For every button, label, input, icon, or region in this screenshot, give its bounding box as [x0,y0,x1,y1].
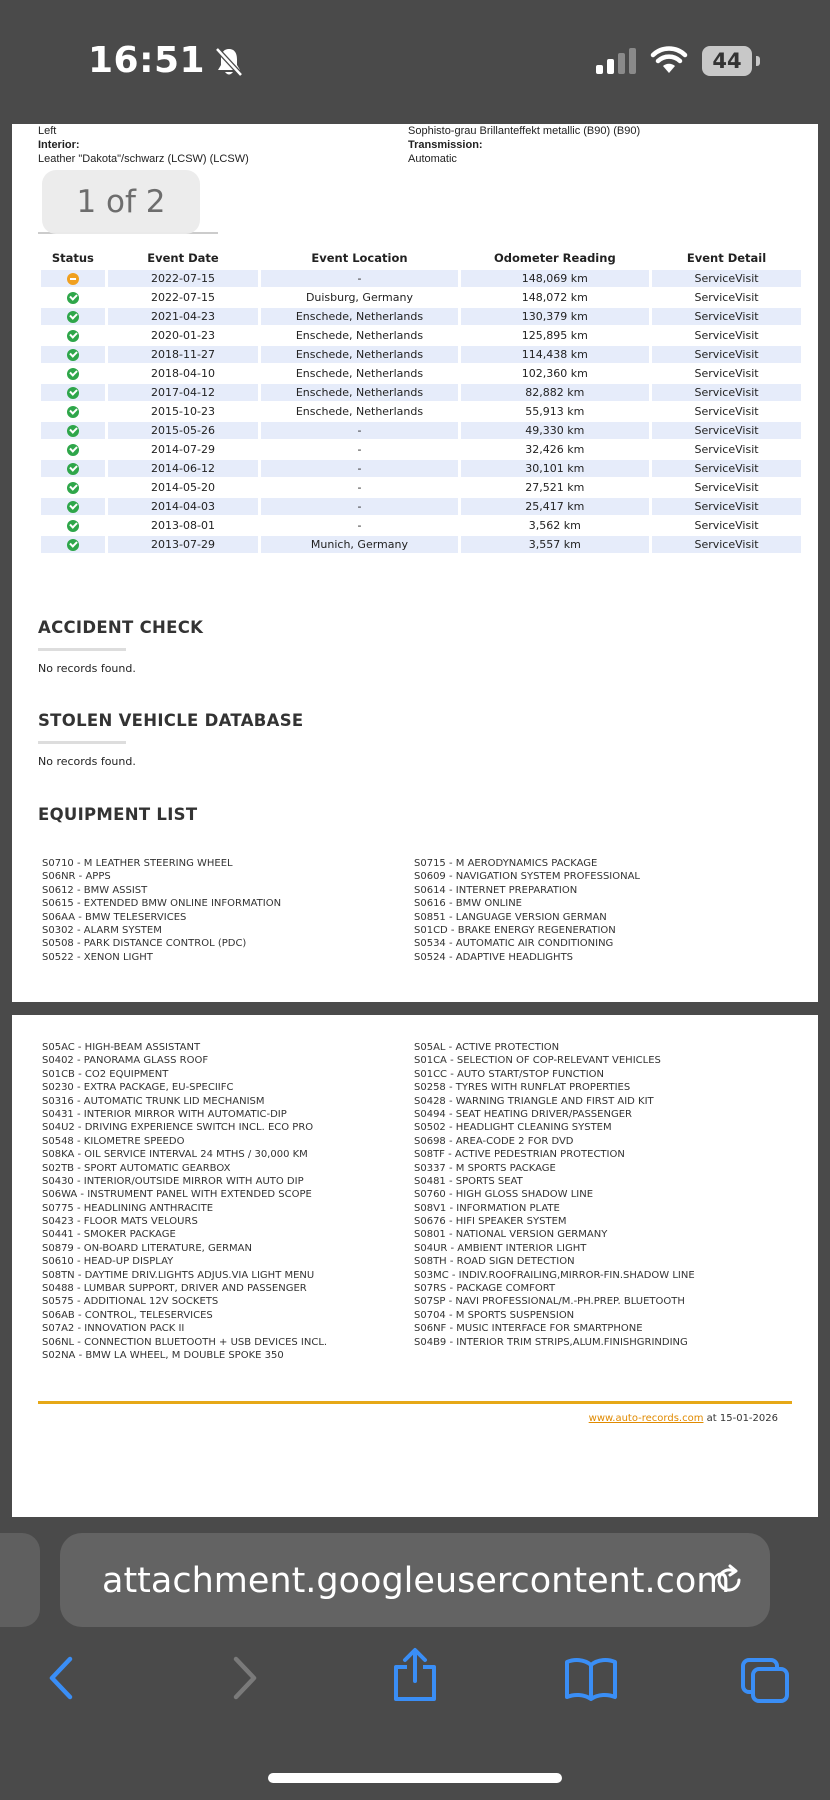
check-circle-icon [67,292,79,304]
detail-cell: ServiceVisit [652,498,801,515]
odometer-cell: 49,330 km [461,422,649,439]
status-cell [41,384,105,401]
detail-cell: ServiceVisit [694,481,759,494]
table-row [41,441,801,458]
equipment-list-left [42,857,281,964]
list-item: S0609 - NAVIGATION SYSTEM PROFESSIONAL [414,871,641,883]
odometer-cell: 130,379 km [461,308,649,325]
table-row [41,422,801,439]
list-item: S06AA - BMW TELESERVICES [42,911,187,923]
list-item: S0316 - AUTOMATIC TRUNK LID MECHANISM [42,1095,265,1107]
status-cell [41,498,105,515]
odometer-cell: 3,557 km [461,536,649,553]
date-cell: 2014-06-12 [108,460,259,477]
status-cell [41,327,105,344]
list-item: S0502 - HEADLIGHT CLEANING SYSTEM [414,1122,612,1134]
warning-circle-icon [67,273,79,285]
date-cell: 2022-07-15 [108,270,259,287]
equipment-list-left-continued [42,1041,327,1362]
check-circle-icon [67,368,79,380]
list-item: S06WA - INSTRUMENT PANEL WITH EXTENDED SCOPE [42,1189,312,1201]
date-cell: 2021-04-23 [108,308,259,325]
stolen-vehicle-rule [38,741,126,744]
location-cell: - [261,422,457,439]
date-cell: 2014-05-20 [151,481,215,494]
odometer-cell: 55,913 km [525,405,585,418]
odometer-cell: 25,417 km [461,498,649,515]
table-row [41,460,801,477]
battery-icon: 44 [702,46,752,76]
list-item: S02TB - SPORT AUTOMATIC GEARBOX [42,1162,231,1174]
forward-icon[interactable] [228,1655,260,1701]
list-item: S01CB - CO2 EQUIPMENT [42,1068,169,1080]
date-cell: 2014-07-29 [151,443,215,456]
date-cell: 2014-04-03 [108,498,259,515]
list-item: S0801 - NATIONAL VERSION GERMANY [414,1229,608,1241]
date-cell: 2022-07-15 [151,291,215,304]
check-circle-icon [67,501,79,513]
list-item: S0575 - ADDITIONAL 12V SOCKETS [42,1296,219,1308]
date-cell: 2017-04-12 [108,384,259,401]
list-item: S03MC - INDIV.ROOFRAILING,MIRROR-FIN.SHADOW LINE [414,1269,695,1281]
detail-cell: ServiceVisit [694,367,759,380]
detail-cell: ServiceVisit [694,443,759,456]
list-item: S08KA - OIL SERVICE INTERVAL 24 MTHS / 30,000 KM [42,1149,308,1161]
status-cell [41,365,105,382]
list-item: S04UR - AMBIENT INTERIOR LIGHT [414,1242,587,1254]
check-circle-icon [67,444,79,456]
list-item: S0494 - SEAT HEATING DRIVER/PASSENGER [414,1108,632,1120]
list-item: S0534 - AUTOMATIC AIR CONDITIONING [414,938,614,950]
status-cell [41,308,105,325]
date-cell: 2018-04-10 [151,367,215,380]
list-item: S0760 - HIGH GLOSS SHADOW LINE [414,1189,594,1201]
status-cell [41,517,105,534]
url-text[interactable]: attachment.googleusercontent.com [102,1561,731,1601]
location-cell: Enschede, Netherlands [295,405,424,418]
history-table-body [41,270,801,553]
detail-cell: ServiceVisit [652,346,801,363]
date-cell: 2015-10-23 [151,405,215,418]
list-item: S0851 - LANGUAGE VERSION GERMAN [414,911,607,923]
status-cell [41,346,105,363]
location-cell: Enschede, Netherlands [295,329,424,342]
list-item: S0698 - AREA-CODE 2 FOR DVD [414,1135,574,1147]
equipment-list-title: EQUIPMENT LIST [38,805,198,824]
detail-cell: ServiceVisit [694,329,759,342]
status-cell [41,270,105,287]
list-item: S0302 - ALARM SYSTEM [42,924,162,936]
wifi-icon [650,46,688,74]
check-circle-icon [67,425,79,437]
status-cell [41,422,105,439]
list-item: S0337 - M SPORTS PACKAGE [414,1162,556,1174]
location-cell: - [357,481,362,494]
list-item: S0676 - HIFI SPEAKER SYSTEM [414,1216,567,1228]
check-circle-icon [67,520,79,532]
table-row [41,517,801,534]
location-cell: Duisburg, Germany [305,291,413,304]
list-item: S0430 - INTERIOR/OUTSIDE MIRROR WITH AUTO DIP [42,1175,304,1187]
date-cell: 2013-08-01 [151,519,215,532]
header-event-date: Event Date [147,251,219,265]
location-cell: - [261,270,457,287]
detail-cell: ServiceVisit [652,536,801,553]
list-item: S0423 - FLOOR MATS VELOURS [42,1216,198,1228]
footer [589,1413,778,1424]
list-item: S0704 - M SPORTS SUSPENSION [414,1309,575,1321]
list-item: S0610 - HEAD-UP DISPLAY [42,1256,174,1268]
list-item: S0258 - TYRES WITH RUNFLAT PROPERTIES [414,1082,631,1094]
list-item: S0441 - SMOKER PACKAGE [42,1229,176,1241]
list-item: S08TN - DAYTIME DRIV.LIGHTS ADJUS.VIA LIGHT MENU [42,1269,315,1281]
list-item: S01CC - AUTO START/STOP FUNCTION [414,1068,605,1080]
status-cell [41,479,105,496]
odometer-cell: 114,438 km [461,346,649,363]
check-circle-icon [67,311,79,323]
battery-tip [756,56,760,66]
location-cell: Enschede, Netherlands [295,367,424,380]
document-page-2 [12,1015,818,1517]
list-item: S0508 - PARK DISTANCE CONTROL (PDC) [42,938,247,950]
stolen-vehicle-title: STOLEN VEHICLE DATABASE [38,711,304,730]
check-circle-icon [67,387,79,399]
check-circle-icon [67,463,79,475]
list-item: S0710 - M LEATHER STEERING WHEEL [42,858,233,869]
location-cell: Enschede, Netherlands [261,308,457,325]
list-item: S06NR - APPS [42,871,111,883]
history-header-row [41,248,801,268]
table-row [41,403,801,420]
detail-cell: ServiceVisit [694,405,759,418]
stolen-vehicle-text: No records found. [38,755,136,768]
list-item: S01CD - BRAKE ENERGY REGENERATION [414,924,616,936]
odometer-cell: 30,101 km [461,460,649,477]
list-item: S07SP - NAVI PROFESSIONAL/M.-PH.PREP. BLUETOOTH [414,1296,685,1308]
address-bar[interactable] [60,1533,770,1627]
color-value: Sophisto-grau Brillanteffekt metallic (B90) (B90) [408,125,641,137]
list-item: S04U2 - DRIVING EXPERIENCE SWITCH INCL. ECO PRO [42,1122,314,1134]
detail-cell: ServiceVisit [652,460,801,477]
list-item: S0614 - INTERNET PREPARATION [414,884,578,896]
status-time: 16:51 [88,40,206,81]
list-item: S0615 - EXTENDED BMW ONLINE INFORMATION [42,898,282,910]
date-cell: 2018-11-27 [108,346,259,363]
table-row [41,346,801,363]
detail-cell: ServiceVisit [694,519,759,532]
list-item: S0522 - XENON LIGHT [42,951,153,963]
list-item: S04B9 - INTERIOR TRIM STRIPS,ALUM.FINISHGRINDING [414,1336,688,1348]
location-cell: Enschede, Netherlands [261,346,457,363]
detail-cell: ServiceVisit [652,270,801,287]
status-cell [41,289,105,306]
check-circle-icon [67,539,79,551]
date-cell: 2013-07-29 [108,536,259,553]
list-item: S0230 - EXTRA PACKAGE, EU-SPECIIFC [42,1082,234,1094]
interior-value: Leather "Dakota"/schwarz (LCSW) (LCSW) [38,153,249,165]
list-item: S0612 - BMW ASSIST [42,884,148,896]
check-circle-icon [67,330,79,342]
table-row [41,365,801,382]
detail-cell: ServiceVisit [652,308,801,325]
list-item: S08TH - ROAD SIGN DETECTION [414,1256,575,1268]
odometer-cell: 148,069 km [461,270,649,287]
list-item: S0402 - PANORAMA GLASS ROOF [42,1055,209,1067]
table-row [41,498,801,515]
list-item: S07A2 - INNOVATION PACK II [42,1323,185,1335]
detail-cell: ServiceVisit [652,384,801,401]
location-cell: Enschede, Netherlands [261,384,457,401]
header-odometer: Odometer Reading [494,251,616,265]
reload-icon[interactable] [712,1563,746,1597]
location-cell: - [261,460,457,477]
table-row [41,270,801,287]
bell-slash-icon [214,46,244,78]
list-item: S08TF - ACTIVE PEDESTRIAN PROTECTION [414,1149,625,1161]
odometer-cell: 82,882 km [461,384,649,401]
odometer-cell: 32,426 km [525,443,585,456]
location-cell: - [357,519,362,532]
status-bar [0,0,830,124]
previous-tab-preview[interactable] [0,1533,40,1627]
location-cell: Munich, Germany [261,536,457,553]
date-cell: 2015-05-26 [108,422,259,439]
check-circle-icon [67,482,79,494]
accident-check-rule [38,648,126,651]
transmission-value: Automatic [408,153,457,165]
interior-label: Interior: [38,139,80,151]
history-table [38,246,804,555]
transmission-label: Transmission: [408,139,483,151]
location-cell: - [357,443,362,456]
list-item: S0431 - INTERIOR MIRROR WITH AUTOMATIC-DIP [42,1108,287,1120]
back-icon[interactable] [46,1655,78,1701]
header-event-detail: Event Detail [686,251,767,265]
bookmarks-icon[interactable] [564,1657,618,1701]
list-item: S06NF - MUSIC INTERFACE FOR SMARTPHONE [414,1323,643,1335]
detail-cell: ServiceVisit [652,422,801,439]
odometer-cell: 148,072 km [521,291,588,304]
table-row [41,479,801,496]
odometer-cell: 3,562 km [528,519,581,532]
location-cell: - [261,498,457,515]
header-status: Status [51,251,94,265]
share-icon[interactable] [392,1647,438,1701]
table-row [41,289,801,306]
odometer-cell: 125,895 km [521,329,588,342]
cellular-signal-icon [596,48,638,74]
status-cell [41,403,105,420]
list-item: S01CA - SELECTION OF COP-RELEVANT VEHICLES [414,1055,661,1067]
table-row [41,308,801,325]
status-cell [41,460,105,477]
date-cell: 2020-01-23 [151,329,215,342]
list-item: S0775 - HEADLINING ANTHRACITE [42,1202,214,1214]
table-row [41,327,801,344]
list-item: S05AC - HIGH-BEAM ASSISTANT [42,1042,201,1053]
list-item: S0428 - WARNING TRIANGLE AND FIRST AID KIT [414,1095,654,1107]
document-page-1 [12,124,818,1002]
equipment-list-right [414,857,640,964]
footer-link[interactable]: www.auto-records.com [588,1413,704,1424]
odometer-cell: 27,521 km [525,481,585,494]
browser-bottom-bar [0,1517,830,1800]
accident-check-text: No records found. [38,662,136,675]
home-indicator[interactable] [268,1773,562,1783]
status-cell [41,441,105,458]
list-item: S0481 - SPORTS SEAT [414,1175,523,1187]
list-item: S0524 - ADAPTIVE HEADLIGHTS [414,951,574,963]
tabs-icon[interactable] [740,1657,790,1705]
list-item: S0715 - M AERODYNAMICS PACKAGE [414,858,598,869]
odometer-cell: 102,360 km [521,367,588,380]
page-indicator: 1 of 2 [42,170,200,234]
list-item: S0879 - ON-BOARD LITERATURE, GERMAN [42,1242,252,1254]
table-row [41,384,801,401]
detail-cell: ServiceVisit [694,291,759,304]
check-circle-icon [67,406,79,418]
list-item: S08V1 - INFORMATION PLATE [414,1202,560,1214]
status-cell [41,536,105,553]
check-circle-icon [67,349,79,361]
equipment-list-right-continued [414,1041,695,1349]
footer-rule [38,1401,792,1404]
footer-date: at 15-01-2026 [703,1413,778,1424]
list-item: S05AL - ACTIVE PROTECTION [414,1042,560,1053]
list-item: S0548 - KILOMETRE SPEEDO [42,1135,185,1147]
list-item: S07RS - PACKAGE COMFORT [414,1283,556,1295]
table-row [41,536,801,553]
list-item: S06NL - CONNECTION BLUETOOTH + USB DEVICES INCL. [42,1336,328,1348]
list-item: S0616 - BMW ONLINE [414,898,522,910]
accident-check-title: ACCIDENT CHECK [38,618,204,637]
list-item: S02NA - BMW LA WHEEL, M DOUBLE SPOKE 350 [42,1349,284,1361]
header-event-location: Event Location [311,251,408,265]
list-item: S0488 - LUMBAR SUPPORT, DRIVER AND PASSENGER [42,1283,307,1295]
drive-side-value: Left [38,125,57,137]
list-item: S06AB - CONTROL, TELESERVICES [42,1309,213,1321]
